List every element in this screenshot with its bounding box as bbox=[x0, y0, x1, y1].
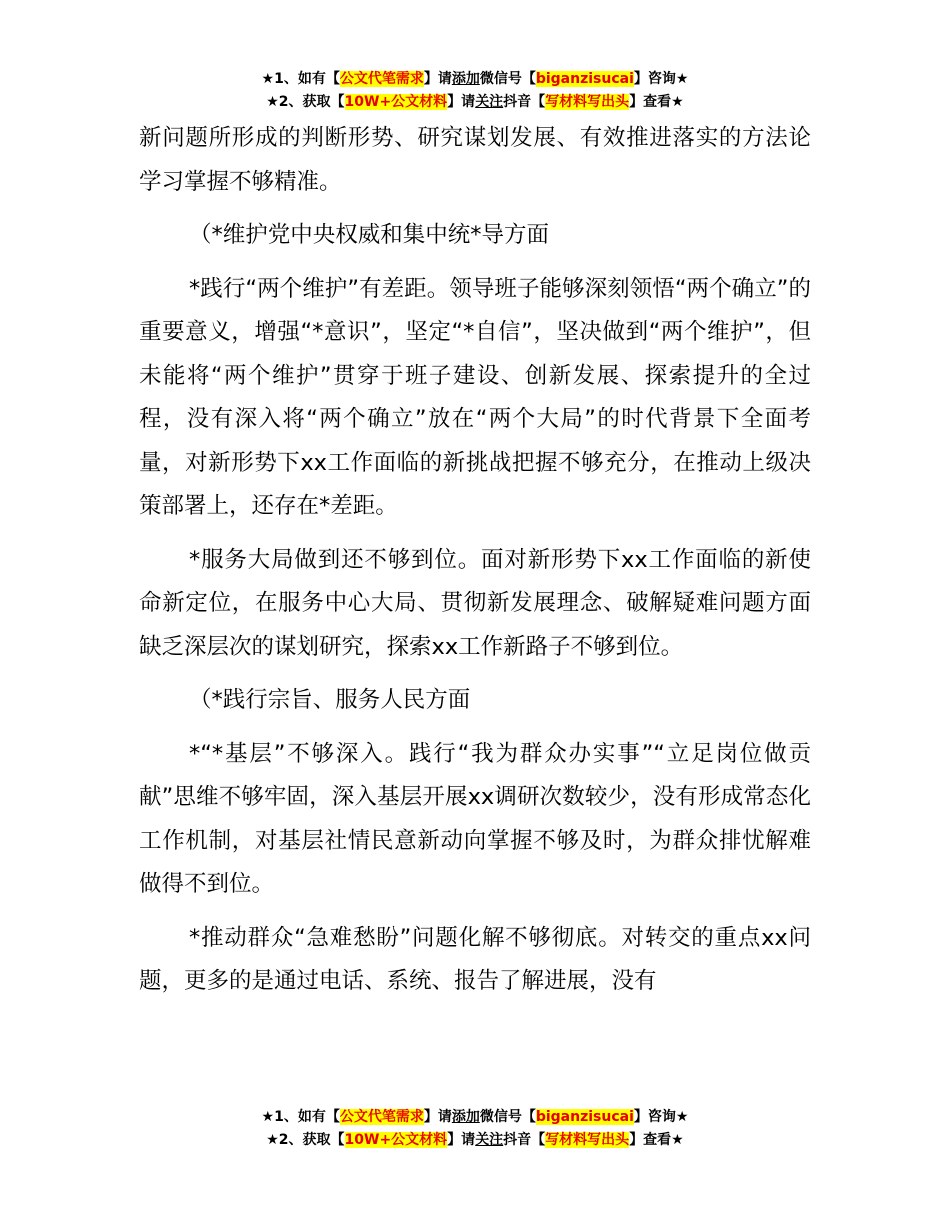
banner-line-1 bbox=[0, 68, 950, 91]
section-heading: （*维护党中央权威和集中统*导方面 bbox=[189, 222, 550, 248]
banner-text: ★2、获取【 bbox=[266, 1132, 345, 1148]
banner-underline-text: 添加 bbox=[451, 71, 480, 87]
banner-text: 】请 bbox=[423, 71, 452, 87]
banner-text: 】咨询★ bbox=[633, 1109, 689, 1125]
banner-highlight: biganzisucai bbox=[535, 1109, 634, 1125]
banner-line-2 bbox=[0, 1129, 950, 1152]
banner-text: 】咨询★ bbox=[633, 71, 689, 87]
banner-text: 】查看★ bbox=[629, 1132, 684, 1148]
footer-banner bbox=[0, 1106, 950, 1152]
section-heading: （*践行宗旨、服务人民方面 bbox=[189, 687, 471, 713]
banner-text: ★1、如有【 bbox=[261, 1109, 340, 1125]
banner-text: 】请 bbox=[447, 1132, 476, 1148]
banner-text: 抖音【 bbox=[503, 94, 546, 110]
header-banner bbox=[0, 68, 950, 114]
banner-highlight: 写材料写出头 bbox=[545, 94, 630, 110]
banner-text: 】请 bbox=[447, 94, 476, 110]
banner-text: ★1、如有【 bbox=[261, 71, 340, 87]
banner-underline-text: 关注 bbox=[475, 1132, 504, 1148]
banner-highlight: 写材料写出头 bbox=[545, 1132, 630, 1148]
banner-text: 微信号【 bbox=[479, 1109, 536, 1125]
banner-highlight: 10W+公文材料 bbox=[344, 1132, 448, 1148]
banner-text: 抖音【 bbox=[503, 1132, 546, 1148]
banner-highlight: 公文代笔需求 bbox=[339, 1109, 424, 1125]
banner-highlight: 公文代笔需求 bbox=[339, 71, 424, 87]
banner-underline-text: 添加 bbox=[451, 1109, 480, 1125]
banner-text: ★2、获取【 bbox=[266, 94, 345, 110]
banner-underline-text: 关注 bbox=[475, 94, 504, 110]
banner-highlight: biganzisucai bbox=[535, 71, 634, 87]
document-body bbox=[139, 117, 811, 1004]
paragraph: *“*基层”不够深入。践行“我为群众办实事”“立足岗位做贡献”思维不够牢固，深入基层开展xx调研次数较少，没有形成常态化工作机制，对基层社情民意新动向掌握不够及时，为群众排忧解难做得不到位。 bbox=[139, 740, 811, 897]
banner-line-1 bbox=[0, 1106, 950, 1129]
paragraph: *推动群众“急难愁盼”问题化解不够彻底。对转交的重点xx问题，更多的是通过电话、系统、报告了解进展，没有 bbox=[139, 924, 811, 994]
banner-text: 微信号【 bbox=[479, 71, 536, 87]
banner-text: 】查看★ bbox=[629, 94, 684, 110]
paragraph: *服务大局做到还不够到位。面对新形势下xx工作面临的新使命新定位，在服务中心大局、贯彻新发展理念、破解疑难问题方面缺乏深层次的谋划研究，探索xx工作新路子不够到位。 bbox=[139, 546, 811, 660]
banner-highlight: 10W+公文材料 bbox=[344, 94, 448, 110]
banner-line-2 bbox=[0, 91, 950, 114]
paragraph: *践行“两个维护”有差距。领导班子能够深刻领悟“两个确立”的重要意义，增强“*意识”，坚定“*自信”，坚决做到“两个维护”，但未能将“两个维护”贯穿于班子建设、创新发展、探索提升的全过程，没有深入将“两个确立”放在“两个大局”的时代背景下全面考量，对新形势下xx工作面临的新挑战把握不够充分，在推动上级决策部署上，还存在*差距。 bbox=[139, 275, 811, 519]
banner-text: 】请 bbox=[423, 1109, 452, 1125]
paragraph: 新问题所形成的判断形势、研究谋划发展、有效推进落实的方法论学习掌握不够精准。 bbox=[139, 125, 811, 195]
